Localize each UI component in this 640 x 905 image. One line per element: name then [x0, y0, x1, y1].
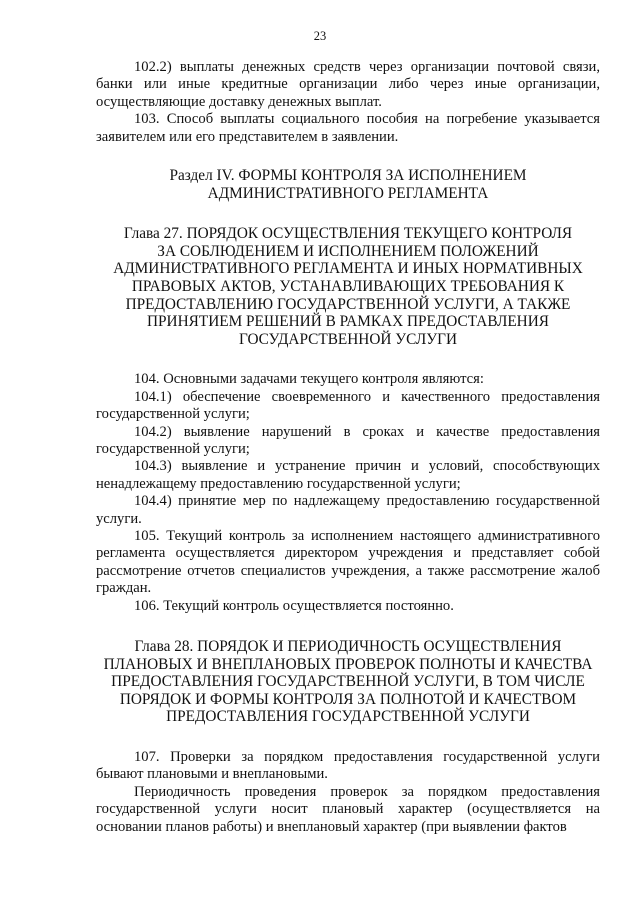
heading-line: ПРАВОВЫХ АКТОВ, УСТАНАВЛИВАЮЩИХ ТРЕБОВАНИЯ К [131, 278, 565, 295]
heading-line: ПОРЯДОК И ФОРМЫ КОНТРОЛЯ ЗА ПОЛНОТОЙ И КАЧЕСТВОМ [119, 690, 577, 708]
chapter-27-heading [96, 225, 600, 348]
paragraph-106: 106. Текущий контроль осуществляется постоянно. [134, 597, 454, 614]
heading-line: ПРИНЯТИЕМ РЕШЕНИЙ В РАМКАХ ПРЕДОСТАВЛЕНИЯ [147, 313, 549, 331]
heading-line: ПРЕДОСТАВЛЕНИЯ ГОСУДАРСТВЕННОЙ УСЛУГИ, В ТОМ ЧИСЛЕ [111, 673, 585, 691]
paragraph-periodicity: Периодичность проведения проверок за порядком предоставления государственной услуги носит плановый характер (осуществляется на основании планов работы) и внеплановый характер (при выявлении фактов [96, 783, 600, 835]
paragraph-103: 103. Способ выплаты социального пособия на погребение указывается заявителем или его представителем в заявлении. [96, 111, 600, 145]
heading-line: АДМИНИСТРАТИВНОГО РЕГЛАМЕНТА И ИНЫХ НОРМАТИВНЫХ [113, 260, 583, 278]
paragraph-104-3: 104.3) выявление и устранение причин и условий, способствующих ненадлежащему предоставлению государственной услуги; [96, 458, 600, 492]
heading-line: АДМИНИСТРАТИВНОГО РЕГЛАМЕНТА [207, 184, 489, 202]
heading-line: ПЛАНОВЫХ И ВНЕПЛАНОВЫХ ПРОВЕРОК ПОЛНОТЫ И КАЧЕСТВА [103, 655, 593, 673]
paragraph-104-1: 104.1) обеспечение своевременного и качественного предоставления государственной услуги; [96, 388, 600, 423]
heading-line: Глава 27. ПОРЯДОК ОСУЩЕСТВЛЕНИЯ ТЕКУЩЕГО КОНТРОЛЯ [123, 225, 573, 243]
paragraph-104-2: 104.2) выявление нарушений в сроках и качестве предоставления государственной услуги; [96, 423, 600, 457]
heading-line: Глава 28. ПОРЯДОК И ПЕРИОДИЧНОСТЬ ОСУЩЕСТВЛЕНИЯ [134, 638, 562, 656]
heading-line: ГОСУДАРСТВЕННОЙ УСЛУГИ [238, 330, 457, 348]
chapter-28-heading [96, 638, 600, 726]
heading-line: Раздел IV. ФОРМЫ КОНТРОЛЯ ЗА ИСПОЛНЕНИЕМ [169, 167, 527, 185]
heading-line: ПРЕДОСТАВЛЕНИЮ ГОСУДАРСТВЕННОЙ УСЛУГИ, А ТАКЖЕ [125, 295, 571, 313]
paragraph-105: 105. Текущий контроль за исполнением настоящего административного регламента осуществляется директором учреждения и представляет собой рассмотрение отчетов специалистов учреждения, а также рассмотрение жалоб граждан. [96, 528, 600, 597]
paragraph-102-2: 102.2) выплаты денежных средств через организации почтовой связи, банки или иные кредитные организации либо через иные организации, осуществляющие доставку денежных выплат. [96, 59, 600, 110]
paragraph-104-4: 104.4) принятие мер по надлежащему предоставлению государственной услуги. [96, 493, 600, 527]
paragraph-107: 107. Проверки за порядком предоставления государственной услуги бывают плановыми и внеплановыми. [96, 749, 600, 783]
page-number: 23 [313, 29, 327, 43]
heading-line: ЗА СОБЛЮДЕНИЕМ И ИСПОЛНЕНИЕМ ПОЛОЖЕНИЙ [157, 242, 539, 260]
section-heading [96, 167, 600, 202]
document-body [96, 59, 600, 836]
heading-line: ПРЕДОСТАВЛЕНИЯ ГОСУДАРСТВЕННОЙ УСЛУГИ [166, 708, 530, 726]
paragraph-104: 104. Основными задачами текущего контроля являются: [134, 371, 484, 388]
